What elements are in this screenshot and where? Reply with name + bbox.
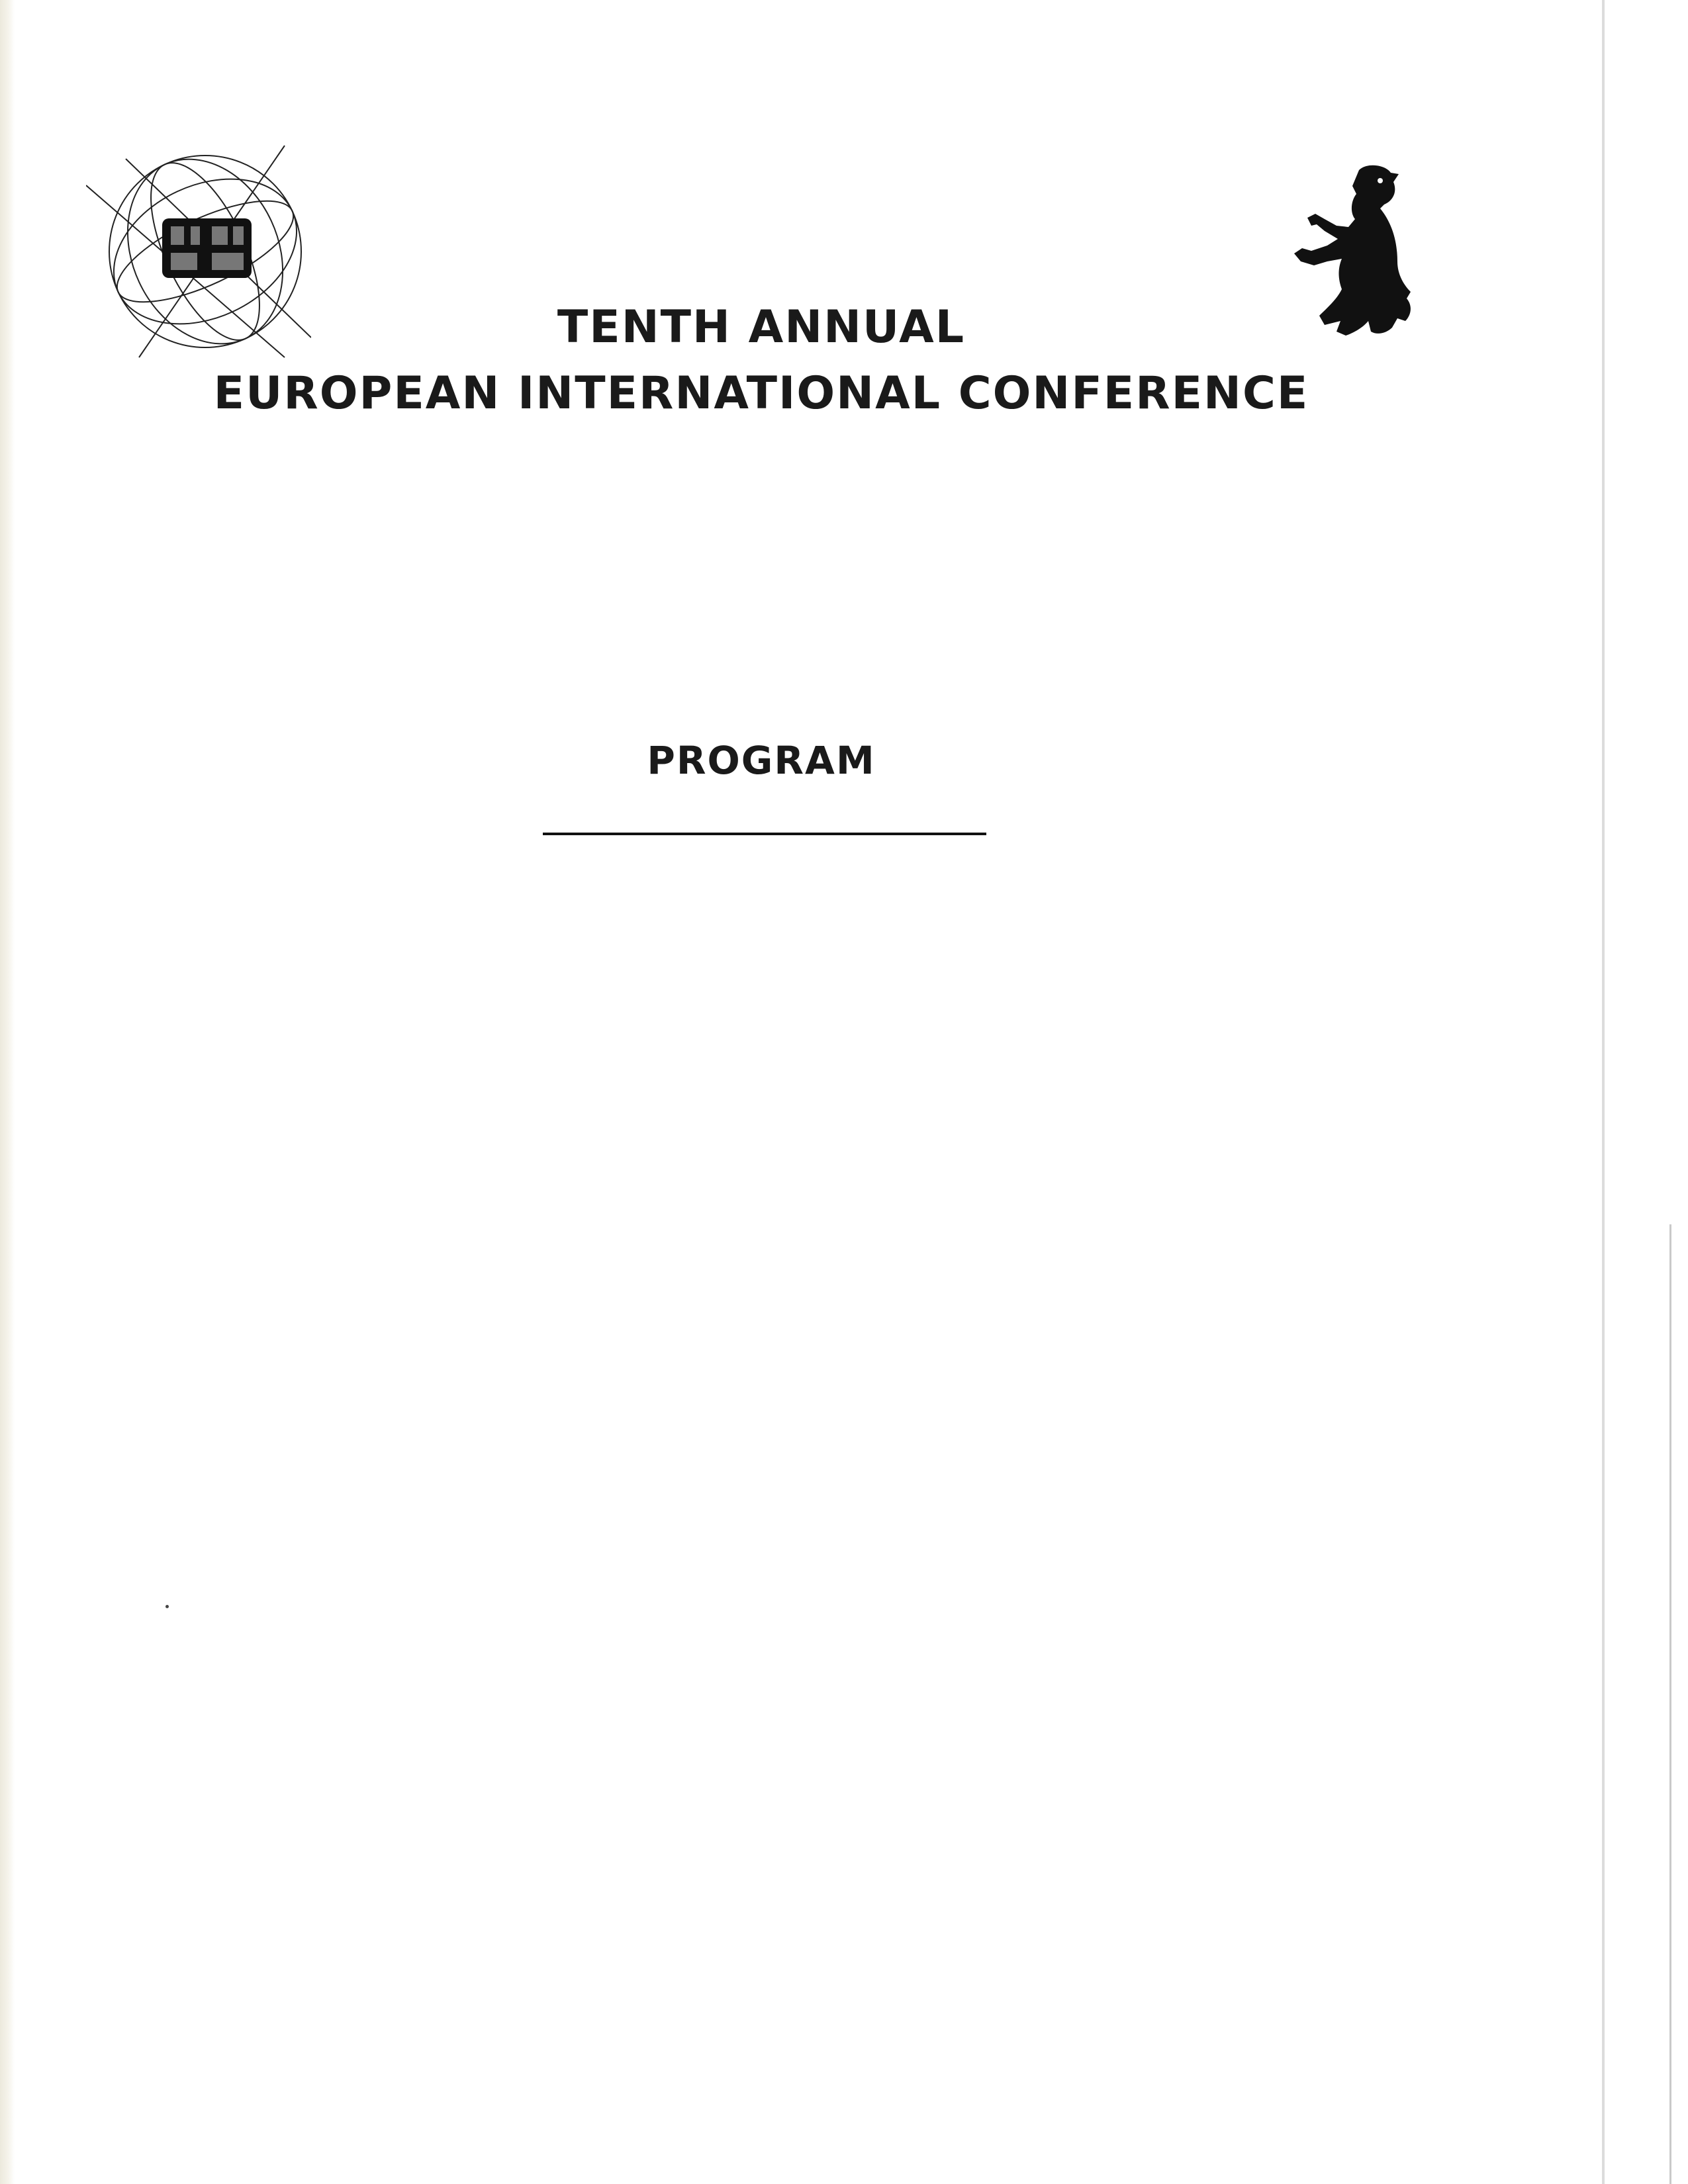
section-heading: PROGRAM [647,738,876,783]
conference-title-line-2: EUROPEAN INTERNATIONAL CONFERENCE [213,367,1309,420]
paper-speck [165,1605,169,1608]
heading-underline [543,833,986,835]
paper-edge-shadow [1669,1224,1671,2184]
paper-edge-shadow [1602,0,1605,2184]
conference-title-line-1: TENTH ANNUAL [557,301,966,353]
